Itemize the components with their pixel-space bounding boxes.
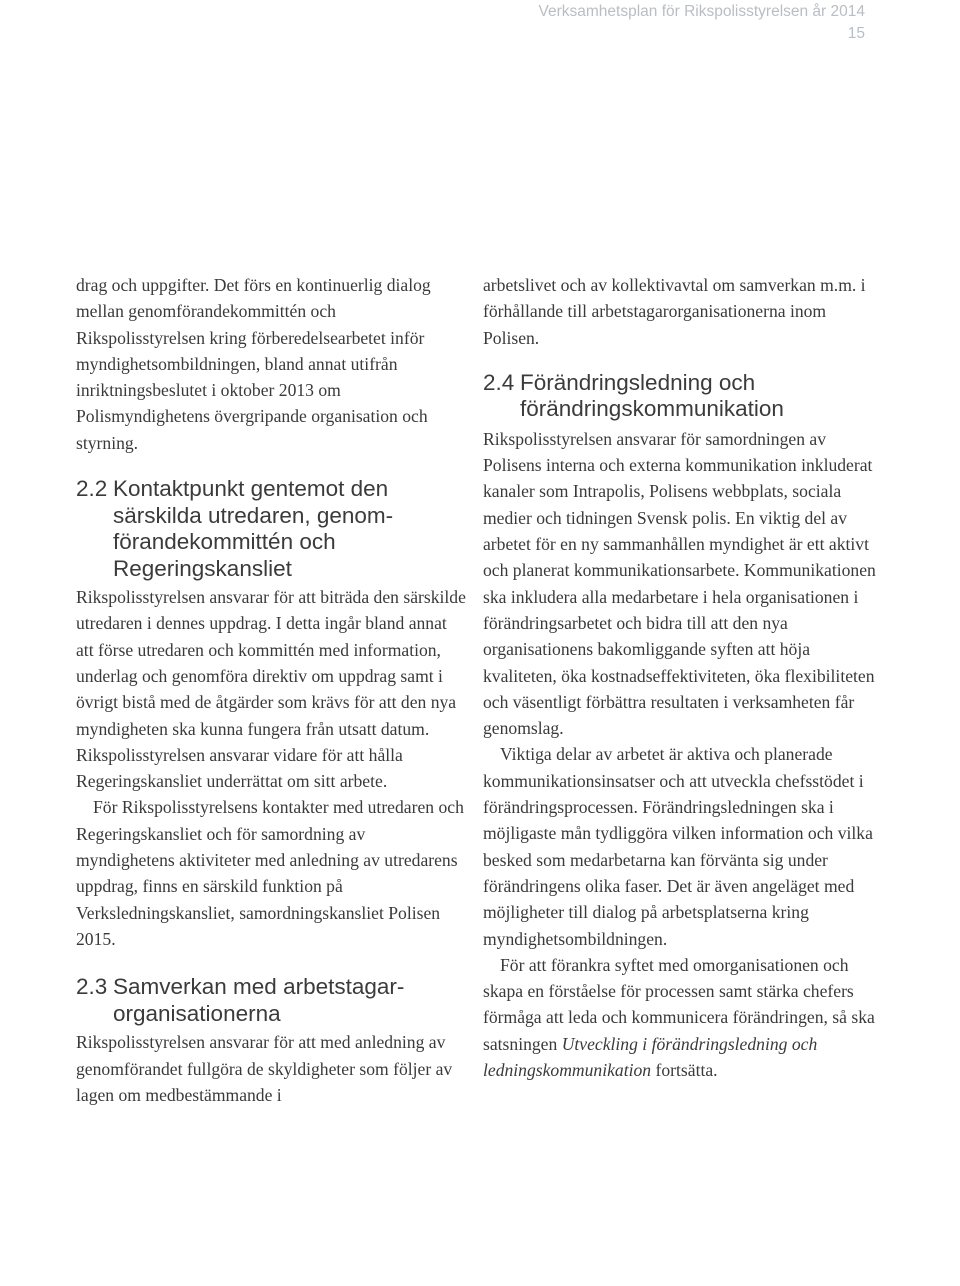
paragraph-text: fortsätta.	[651, 1060, 718, 1081]
section-number: 2.2	[76, 476, 108, 502]
section-title: Kontaktpunkt gentemot den särskilda utredaren, genomförandekommittén och Regeringskansliet	[113, 476, 394, 581]
section-number: 2.4	[483, 369, 515, 395]
section-title: Samverkan med arbetstagarorganisationerna	[113, 974, 405, 1026]
body-paragraph: För Rikspolisstyrelsens kontakter med utredaren och Regeringskansliet och för samordning av myndighetens aktiviteter med anledning av utredarens uppdrag, finns en särskild funktion på Verksledningskansliet, samordningskansliet Polisen 2015.	[76, 797, 464, 949]
left-column	[76, 272, 468, 1108]
section-heading-2-3	[76, 974, 468, 1027]
body-paragraph: Viktiga delar av arbetet är aktiva och planerade kommunikationsinsatser och att utveckla chefsstödet i förändringsprocessen. Förändringsledningen ska i möjligaste mån tydliggöra vilken information och vilka besked som medarbetarna kan förvänta sig under förändringens olika faser. Det är även angeläget med möjligheter till dialog på arbetsplatserna kring myndighetsombildningen.	[483, 744, 873, 949]
running-header	[538, 0, 865, 45]
page-number: 15	[847, 25, 865, 42]
paragraph-text: För att förankra syftet med omorganisationen och skapa en förståelse för processen samt stärka chefers förmåga att leda och kommunicera förändringen, så ska satsningen	[483, 954, 875, 1054]
body-paragraph	[483, 952, 883, 1083]
italic-initiative-name: Utveckling i förändringsledning och ledningskommunikation	[483, 1033, 818, 1081]
intro-paragraph: drag och uppgifter. Det förs en kontinuerlig dialog mellan genomförandekommittén och Rikspolisstyrelsen kring förberedelsearbetet inför myndighetsombildningen, bland annat utifrån inriktningsbeslutet i oktober 2013 om Polismyndighetens övergripande organisation och styrning.	[76, 275, 431, 453]
body-paragraph: Rikspolisstyrelsen ansvarar för att biträda den särskilde utredaren i dennes uppdrag. I detta ingår bland annat att förse utredaren och kommittén med information, underlag och genomföra direktiv om uppdrag samt i övrigt bistå med de åtgärder som krävs för att den nya myndigheten ska kunna fungera från utsatt datum. Rikspolisstyrelsen ansvarar vidare för att hålla Regeringskansliet underrättat om sitt arbete.	[76, 587, 466, 792]
body-paragraph: Rikspolisstyrelsen ansvarar för samordningen av Polisens interna och externa kommunikation inkluderat kanaler som Intrapolis, Polisens webbplats, sociala medier och tidningen Svensk polis. En viktig del av arbetet för en ny sammanhållen myndighet är ett aktivt och planerat kommunikationsarbete. Kommunikationen ska inkludera alla medarbetare i hela organisationen i förändringsarbetet och bidra till att den nya organisationens bakomliggande syften att höja kvaliteten, öka kostnadseffektiviteten, öka flexibiliteten och väsentligt förbättra resultaten i verksamheten får genomslag.	[483, 428, 876, 739]
section-heading-2-4	[483, 370, 883, 423]
continuation-paragraph: arbetslivet och av kollektivavtal om samverkan m.m. i förhållande till arbetstagarorganisationerna inom Polisen.	[483, 275, 866, 348]
section-heading-2-2	[76, 476, 468, 582]
section-number: 2.3	[76, 974, 108, 1000]
section-title: Förändringsledning och förändringskommunikation	[520, 369, 784, 422]
running-title: Verksamhetsplan för Rikspolisstyrelsen år 2014	[538, 3, 865, 20]
body-paragraph: Rikspolisstyrelsen ansvarar för att med anledning av genomförandet fullgöra de skyldigheter som följer av lagen om medbestämmande i	[76, 1032, 453, 1105]
right-column	[483, 272, 883, 1083]
